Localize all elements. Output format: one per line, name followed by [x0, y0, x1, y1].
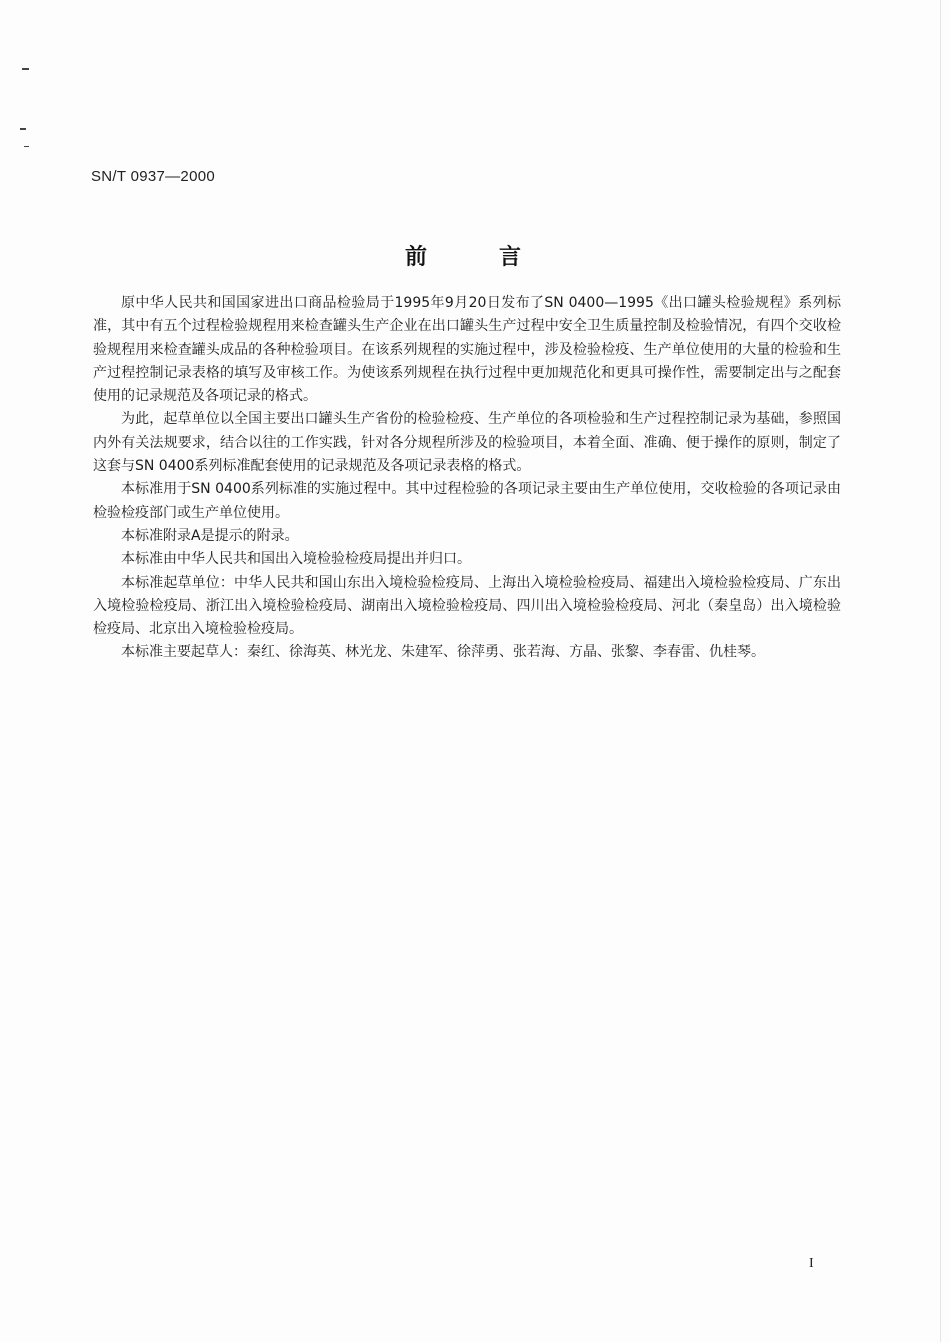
- paragraph: 原中华人民共和国国家进出口商品检验局于1995年9月20日发布了SN 0400—1995《出口罐头检验规程》系列标准，其中有五个过程检验规程用来检查罐头生产企业在出口罐头生产过程中安全卫生质量控制及检验情况，有四个交收检验规程用来检查罐头成品的各种检验项目。在该系列规程的实施过程中，涉及检验检疫、生产单位使用的大量的检验和生产过程控制记录表格的填写及审核工作。为使该系列规程在执行过程中更加规范化和更具可操作性，需要制定出与之配套使用的记录规范及各项记录的格式。: [93, 295, 841, 405]
- paragraph: 本标准由中华人民共和国出入境检验检疫局提出并归口。: [121, 551, 471, 568]
- scan-mark: [22, 68, 29, 70]
- scan-mark: [20, 128, 26, 130]
- scan-mark: [24, 146, 29, 147]
- paragraph: 本标准附录A是提示的附录。: [121, 527, 299, 544]
- foreword-body: [93, 292, 841, 665]
- document-code: SN/T 0937—2000: [91, 168, 216, 185]
- page-number: I: [809, 1256, 814, 1271]
- scan-edge-line: [940, 0, 941, 1342]
- paragraph: 为此，起草单位以全国主要出口罐头生产省份的检验检疫、生产单位的各项检验和生产过程控制记录为基础，参照国内外有关法规要求，结合以往的工作实践，针对各分规程所涉及的检验项目，本着全面、准确、便于操作的原则，制定了这套与SN 0400系列标准配套使用的记录规范及各项记录表格的格式。: [93, 411, 841, 475]
- paragraph: 本标准主要起草人：秦红、徐海英、林光龙、朱建军、徐萍勇、张若海、方晶、张黎、李春雷、仇桂琴。: [121, 644, 765, 661]
- page-title: 前言: [404, 245, 593, 270]
- paragraph: 本标准用于SN 0400系列标准的实施过程中。其中过程检验的各项记录主要由生产单位使用，交收检验的各项记录由检验检疫部门或生产单位使用。: [93, 481, 841, 521]
- paragraph: 本标准起草单位：中华人民共和国山东出入境检验检疫局、上海出入境检验检疫局、福建出入境检验检疫局、广东出入境检验检疫局、浙江出入境检验检疫局、湖南出入境检验检疫局、四川出入境检验检疫局、河北（秦皇岛）出入境检验检疫局、北京出入境检验检疫局。: [93, 574, 841, 638]
